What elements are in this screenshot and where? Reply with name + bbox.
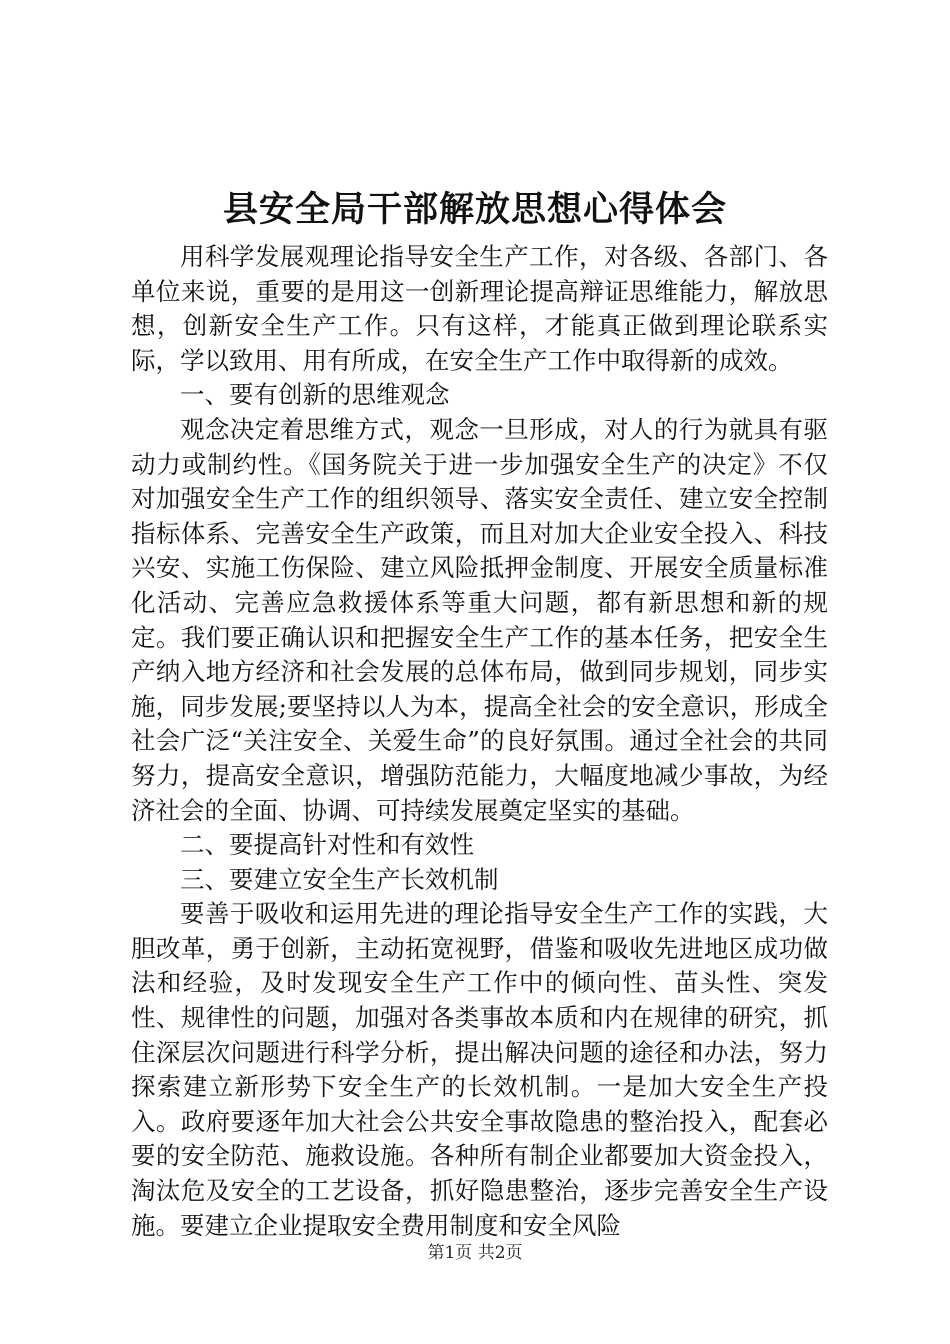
section-heading-2: 二、要提高针对性和有效性: [180, 830, 474, 860]
section-heading-3: 三、要建立安全生产长效机制: [180, 864, 499, 894]
page-footer: 第1页 共2页: [427, 1243, 523, 1263]
paragraph-intro: 用科学发展观理论指导安全生产工作，对各级、各部门、各单位来说，重要的是用这一创新理论提高辩证思维能力，解放思想，创新安全生产工作。只有这样，才能真正做到理论联系实际，学以致用、用有所成，在安全生产工作中取得新的成效。: [131, 242, 828, 375]
document-title: 县安全局干部解放思想心得体会: [222, 189, 727, 230]
document-body: [131, 240, 828, 1243]
paragraph-section-3: 要善于吸收和运用先进的理论指导安全生产工作的实践，大胆改革，勇于创新，主动拓宽视野，借鉴和吸收先进地区成功做法和经验，及时发现安全生产工作中的倾向性、苗头性、突发性、规律性的问题，加强对各类事故本质和内在规律的研究，抓住深层次问题进行科学分析，提出解决问题的途径和办法，努力探索建立新形势下安全生产的长效机制。一是加大安全生产投入。政府要逐年加大社会公共安全事故隐患的整治投入，配套必要的安全防范、施救设施。各种所有制企业都要加大资金投入，淘汰危及安全的工艺设备，抓好隐患整治，逐步完善安全生产设施。要建立企业提取安全费用制度和安全风险: [131, 899, 828, 1240]
paragraph-section-1: 观念决定着思维方式，观念一旦形成，对人的行为就具有驱动力或制约性。《国务院关于进一步加强安全生产的决定》不仅对加强安全生产工作的组织领导、落实安全责任、建立安全控制指标体系、完善安全生产政策，而且对加大企业安全投入、科技兴安、实施工伤保险、建立风险抵押金制度、开展安全质量标准化活动、完善应急救援体系等重大问题，都有新思想和新的规定。我们要正确认识和把握安全生产工作的基本任务，把安全生产纳入地方经济和社会发展的总体布局，做到同步规划，同步实施，同步发展;要坚持以人为本，提高全社会的安全意识，形成全社会广泛“关注安全、关爱生命”的良好氛围。通过全社会的共同努力，提高安全意识，增强防范能力，大幅度地减少事故，为经济社会的全面、协调、可持续发展奠定坚实的基础。: [131, 414, 828, 825]
section-heading-1: 一、要有创新的思维观念: [180, 380, 450, 410]
